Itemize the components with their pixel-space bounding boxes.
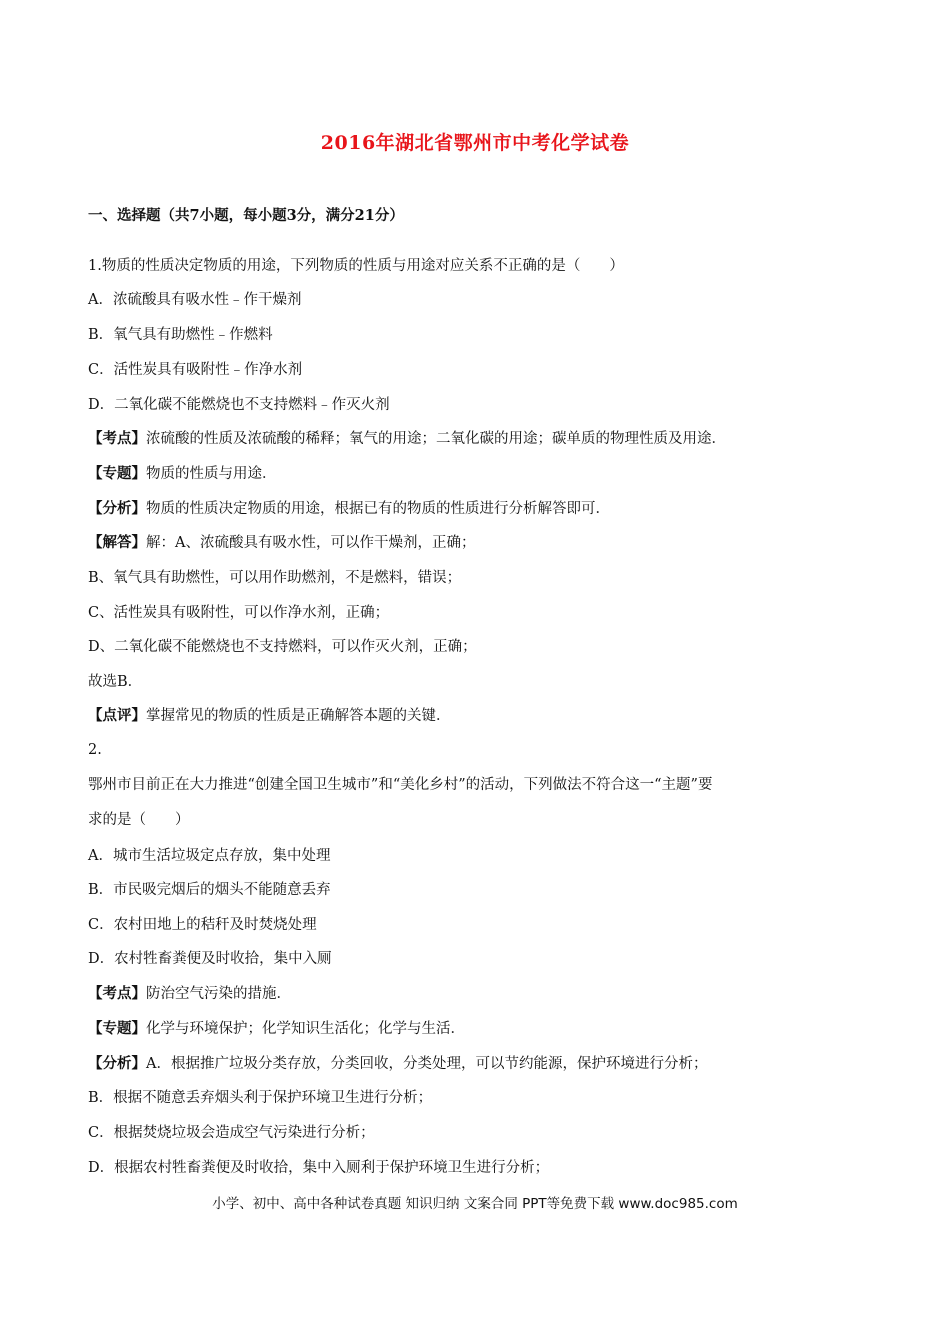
- line-text: C．活性炭具有吸附性﹣作净水剂: [88, 362, 303, 378]
- line-text: B．氧气具有助燃性﹣作燃料: [88, 327, 273, 343]
- text-line: [88, 1088, 432, 1108]
- text-line: [88, 290, 301, 310]
- section-heading: 一、选择题（共7小题，每小题3分，满分21分）: [88, 207, 404, 224]
- line-tag: 【专题】: [88, 1020, 146, 1037]
- line-tag: 【点评】: [88, 707, 146, 724]
- line-tag: 【专题】: [88, 465, 146, 482]
- line-text: 物质的性质决定物质的用途，根据已有的物质的性质进行分析解答即可．: [146, 501, 610, 517]
- text-line: [88, 395, 390, 415]
- line-text: B、氧气具有助燃性，可以用作助燃剂，不是燃料，错误；: [88, 570, 462, 586]
- text-line: [88, 1054, 707, 1074]
- text-line: [88, 915, 317, 935]
- text-line: [88, 1019, 465, 1039]
- line-text: 求的是（ ）: [88, 812, 190, 828]
- line-text: 掌握常见的物质的性质是正确解答本题的关键．: [146, 708, 451, 724]
- line-tag: 【考点】: [88, 985, 146, 1002]
- line-text: B．市民吸完烟后的烟头不能随意丢弃: [88, 882, 331, 898]
- line-text: A．浓硫酸具有吸水性﹣作干燥剂: [88, 292, 302, 308]
- line-text: D．农村牲畜粪便及时收拾，集中入厕: [88, 951, 332, 967]
- line-tag: 【分析】: [88, 500, 146, 517]
- text-line: [88, 637, 477, 657]
- line-text: D．二氧化碳不能燃烧也不支持燃料﹣作灭火剂: [88, 397, 390, 413]
- line-text: 化学与环境保护；化学知识生活化；化学与生活．: [146, 1021, 465, 1037]
- text-line: [88, 949, 332, 969]
- line-text: 浓硫酸的性质及浓硫酸的稀释；氧气的用途；二氧化碳的用途；碳单质的物理性质及用途．: [146, 431, 726, 447]
- text-line: [88, 429, 726, 449]
- line-tag: 【考点】: [88, 430, 146, 447]
- line-text: C．根据焚烧垃圾会造成空气污染进行分析；: [88, 1125, 375, 1141]
- page-title: 2016年湖北省鄂州市中考化学试卷: [320, 132, 630, 154]
- footer-text: 小学、初中、高中各种试卷真题 知识归纳 文案合同 PPT等免费下载 www.doc985.com: [212, 1196, 738, 1212]
- line-text: A．城市生活垃圾定点存放，集中处理: [88, 848, 331, 864]
- text-line: [88, 568, 461, 588]
- text-line: [88, 325, 273, 345]
- line-text: C、活性炭具有吸附性，可以作净水剂，正确；: [88, 605, 390, 621]
- text-line: [88, 256, 624, 276]
- text-line: [88, 533, 475, 553]
- line-tag: 【分析】: [88, 1055, 146, 1072]
- text-line: [88, 499, 610, 519]
- line-text: D、二氧化碳不能燃烧也不支持燃料，可以作灭火剂，正确；: [88, 639, 477, 655]
- line-text: 2.: [88, 742, 102, 758]
- line-text: 故选B．: [88, 674, 143, 690]
- text-line: [88, 846, 330, 866]
- text-line: [88, 706, 451, 726]
- text-line: [88, 360, 302, 380]
- line-text: B．根据不随意丢弃烟头利于保护环境卫生进行分析；: [88, 1090, 433, 1106]
- line-text: 解：A、浓硫酸具有吸水性，可以作干燥剂，正确；: [146, 535, 476, 551]
- line-text: C．农村田地上的秸秆及时焚烧处理: [88, 917, 317, 933]
- text-line: [88, 880, 331, 900]
- line-text: 鄂州市目前正在大力推进“创建全国卫生城市”和“美化乡村”的活动，下列做法不符合这一“主题”要: [88, 777, 713, 793]
- text-line: [88, 775, 712, 795]
- text-line: [88, 740, 102, 760]
- line-tag: 【解答】: [88, 534, 146, 551]
- line-text: 1.物质的性质决定物质的用途，下列物质的性质与用途对应关系不正确的是（ ）: [88, 258, 624, 274]
- text-line: [88, 464, 277, 484]
- text-line: [88, 810, 190, 830]
- line-text: 防治空气污染的措施．: [146, 986, 291, 1002]
- line-text: A．根据推广垃圾分类存放，分类回收，分类处理，可以节约能源，保护环境进行分析；: [146, 1056, 708, 1072]
- text-line: [88, 984, 291, 1004]
- text-line: [88, 672, 142, 692]
- text-line: [88, 1158, 549, 1178]
- text-line: [88, 603, 389, 623]
- line-text: D．根据农村牲畜粪便及时收拾，集中入厕利于保护环境卫生进行分析；: [88, 1160, 550, 1176]
- text-line: [88, 1123, 375, 1143]
- line-text: 物质的性质与用途．: [146, 466, 277, 482]
